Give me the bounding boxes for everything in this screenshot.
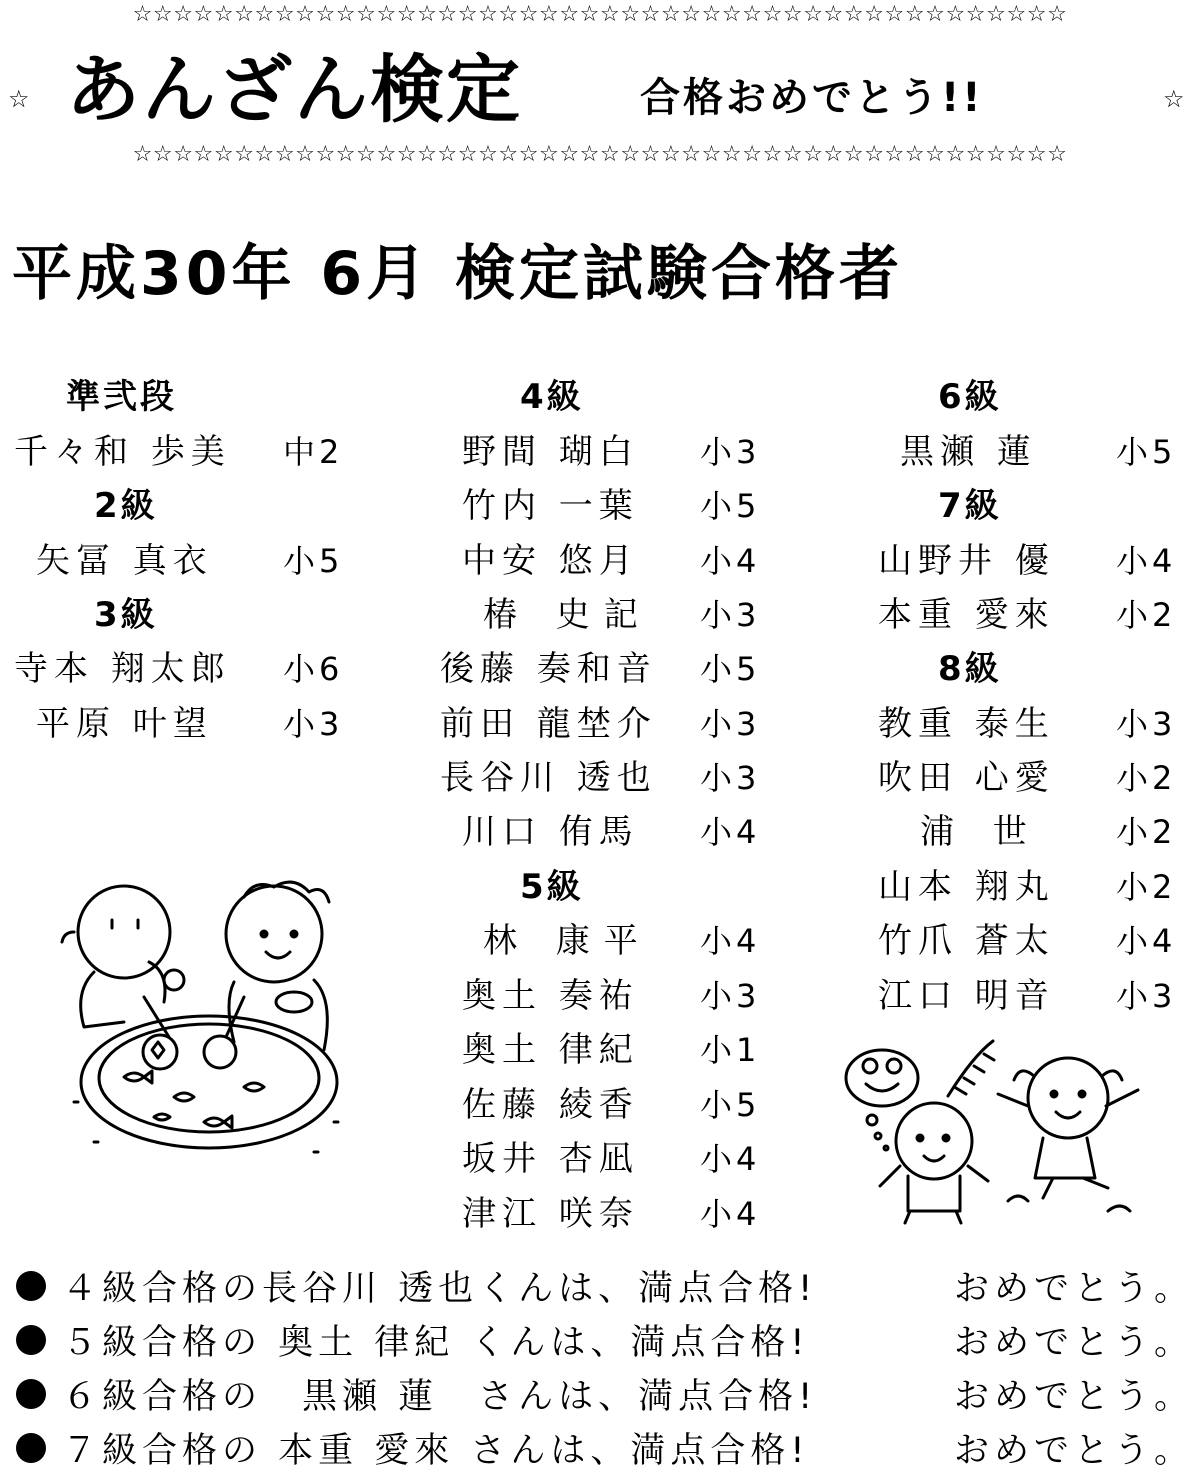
bullet-icon (16, 1271, 46, 1301)
passer-school-year: 小4 (700, 813, 761, 851)
note-tail: おめでとう。 (954, 1323, 1195, 1363)
passer-school-year: 小3 (700, 433, 761, 471)
passer-name: 寺本 翔太郎 (14, 649, 231, 689)
passer-name: 浦 世 (920, 812, 1041, 852)
passer-school-year: 小2 (1116, 868, 1177, 906)
passer-school-year: 小2 (1116, 813, 1177, 851)
passer-school-year: 小3 (1116, 705, 1177, 743)
passer-name: 山本 翔丸 (878, 867, 1055, 907)
congrats-note (16, 1320, 1195, 1366)
passer-name: 山野井 優 (878, 541, 1055, 581)
passer-school-year: 小5 (1116, 433, 1177, 471)
star-icon-left: ☆ (8, 85, 30, 113)
passer-name: 津江 咲奈 (462, 1194, 639, 1234)
grade-heading: 準弐段 (66, 377, 177, 417)
passer-name: 前田 龍埜介 (440, 704, 657, 744)
passer-school-year: 小4 (700, 922, 761, 960)
passer-school-year: 小3 (1116, 977, 1177, 1015)
passer-school-year: 小3 (283, 705, 344, 743)
passer-school-year: 中2 (283, 433, 344, 471)
grade-heading: 3級 (94, 595, 158, 635)
grade-heading: 6級 (938, 377, 1002, 417)
passer-name: 黒瀬 蓮 (900, 432, 1037, 472)
passer-name: 矢冨 真衣 (36, 541, 213, 581)
grade-heading: 7級 (938, 486, 1002, 526)
note-text: ４級合格の長谷川 透也くんは、満点合格! (62, 1269, 818, 1309)
passer-school-year: 小5 (700, 1086, 761, 1124)
children-playing-illustration (838, 1036, 1158, 1231)
passer-name: 教重 泰生 (878, 704, 1055, 744)
passer-name: 奥土 律紀 (462, 1030, 639, 1070)
passer-school-year: 小1 (700, 1031, 761, 1069)
passer-name: 千々和 歩美 (14, 432, 231, 472)
passer-name: 吹田 心愛 (878, 758, 1055, 798)
passer-school-year: 小4 (700, 1140, 761, 1178)
passer-name: 江口 明音 (878, 976, 1055, 1016)
passer-school-year: 小2 (1116, 759, 1177, 797)
passer-name: 竹爪 蒼太 (878, 921, 1055, 961)
note-text: ７級合格の 本重 愛來 さんは、満点合格! (62, 1431, 810, 1471)
passer-name: 椿 史記 (483, 595, 652, 635)
passer-name: 野間 瑚白 (462, 432, 639, 472)
congrats-note (16, 1374, 1195, 1420)
passer-school-year: 小4 (700, 1195, 761, 1233)
banner-title: あんざん検定 (66, 47, 522, 133)
bullet-icon (16, 1433, 46, 1463)
passer-school-year: 小5 (700, 487, 761, 525)
passer-name: 佐藤 綾香 (462, 1085, 639, 1125)
note-tail: おめでとう。 (954, 1269, 1195, 1309)
note-tail: おめでとう。 (954, 1431, 1195, 1471)
note-text: ５級合格の 奥土 律紀 くんは、満点合格! (62, 1323, 810, 1363)
bullet-icon (16, 1379, 46, 1409)
star-border-bottom: ☆☆☆☆☆☆☆☆☆☆☆☆☆☆☆☆☆☆☆☆☆☆☆☆☆☆☆☆☆☆☆☆☆☆☆☆☆☆☆☆☆☆☆☆☆☆ (132, 142, 1068, 167)
passer-school-year: 小6 (283, 650, 344, 688)
passer-name: 後藤 奏和音 (440, 649, 657, 689)
passer-school-year: 小3 (700, 759, 761, 797)
passer-name: 川口 侑馬 (462, 812, 639, 852)
passer-school-year: 小5 (700, 650, 761, 688)
grade-heading: 2級 (94, 486, 158, 526)
passer-school-year: 小3 (700, 596, 761, 634)
children-fishing-illustration (54, 872, 360, 1172)
grade-heading: 4級 (520, 377, 584, 417)
passer-school-year: 小5 (283, 542, 344, 580)
passer-name: 林 康平 (483, 921, 652, 961)
passer-name: 奥土 奏祐 (462, 976, 639, 1016)
passer-school-year: 小2 (1116, 596, 1177, 634)
passer-name: 平原 叶望 (36, 704, 213, 744)
passer-school-year: 小4 (1116, 922, 1177, 960)
star-border-top: ☆☆☆☆☆☆☆☆☆☆☆☆☆☆☆☆☆☆☆☆☆☆☆☆☆☆☆☆☆☆☆☆☆☆☆☆☆☆☆☆☆☆☆☆☆☆ (132, 2, 1068, 27)
grade-heading: 5級 (520, 867, 584, 907)
note-tail: おめでとう。 (954, 1377, 1195, 1417)
bullet-icon (16, 1325, 46, 1355)
passer-name: 長谷川 透也 (440, 758, 657, 798)
passer-name: 坂井 杏凪 (462, 1139, 639, 1179)
banner-subtitle: 合格おめでとう!! (640, 75, 984, 121)
star-icon-right: ☆ (1163, 85, 1185, 113)
passer-school-year: 小4 (1116, 542, 1177, 580)
passer-name: 本重 愛來 (878, 595, 1055, 635)
passer-school-year: 小4 (700, 542, 761, 580)
congrats-note (16, 1266, 1195, 1312)
passer-school-year: 小3 (700, 705, 761, 743)
passer-school-year: 小3 (700, 977, 761, 1015)
page-title: 平成30年 6月 検定試験合格者 (12, 239, 904, 309)
congrats-note (16, 1428, 1195, 1474)
passer-name: 竹内 一葉 (462, 486, 639, 526)
grade-heading: 8級 (938, 649, 1002, 689)
passer-name: 中安 悠月 (462, 541, 639, 581)
note-text: ６級合格の 黒瀬 蓮 さんは、満点合格! (62, 1377, 818, 1417)
